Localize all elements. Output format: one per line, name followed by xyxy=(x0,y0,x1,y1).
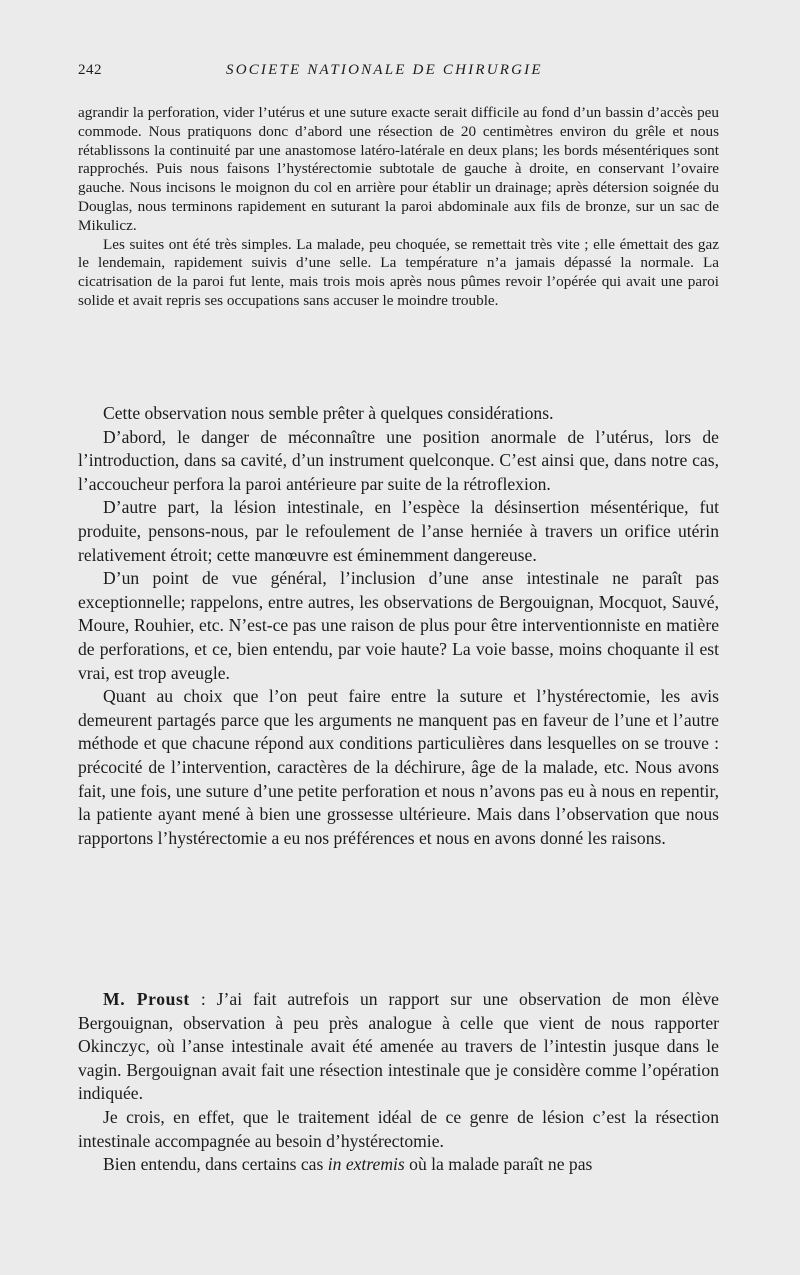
considerations-paragraph-5: Quant au choix que l’on peut faire entre la suture et l’hystérectomie, les avis demeurent partagés parce que les arguments ne manquent pas en faveur de l’une et l’autre méthode et que chacune répond aux conditions particulières dans lesquelles on se trouve : précocité de l’intervention, caractères de la déchirure, âge de la malade, etc. Nous avons fait, une fois, une suture d’une petite perforation et nous n’avons pas eu à nous en repentir, la patiente ayant mené à bien une grossesse ultérieure. Mais dans l’observation que nous rapportons l’hystérectomie a eu nos préférences et nous en avons donné les raisons. xyxy=(78,686,719,848)
considerations-paragraph-3: D’autre part, la lésion intestinale, en l’espèce la désinsertion mésentérique, fut produite, pensons-nous, par le refoulement de l’anse herniée à travers un orifice utérin relativement étroit; cette manœuvre est éminemment dangereuse. xyxy=(78,497,719,565)
running-title: SOCIETE NATIONALE DE CHIRURGIE xyxy=(226,62,543,78)
page-header xyxy=(78,62,719,84)
considerations-paragraph-1: Cette observation nous semble prêter à quelques considérations. xyxy=(103,403,554,423)
observation-paragraph-2: Les suites ont été très simples. La malade, peu choquée, se remettait très vite ; elle émettait des gaz le lendemain, rapidement suivis d’une selle. La température n’a jamais dépassé la normale. La cicatrisation de la paroi fut lente, mais trois mois après nous pûmes revoir l’opérée qui avait une paroi solide et avait repris ses occupations sans accuser le moindre trouble. xyxy=(78,235,719,309)
speaker-name: M. Proust xyxy=(103,989,190,1009)
discussion-section xyxy=(78,988,719,1177)
discussion-paragraph-1 xyxy=(78,988,719,1106)
observation-paragraph-1: agrandir la perforation, vider l’utérus et une suture exacte serait difficile au fond d’un bassin d’accès peu commode. Nous pratiquons donc d’abord une résection de 20 centimètres environ du grêle et nous rétablissons la continuité par une anastomose latéro-latérale en deux plans; les bords mésentériques sont rapprochés. Puis nous faisons l’hystérectomie subtotale de gauche à droite, en conservant l’ovaire gauche. Nous incisons le moignon du col en arrière pour établir un drainage; après détersion soignée du Douglas, nous terminons rapidement en suturant la paroi abdominale aux fils de bronze, sur un sac de Mikulicz. xyxy=(78,104,719,234)
latin-phrase: in extremis xyxy=(327,1154,405,1175)
discussion-paragraph-2: Je crois, en effet, que le traitement idéal de ce genre de lésion c’est la résection intestinale accompagnée au besoin d’hystérectomie. xyxy=(78,1106,719,1151)
page-number: 242 xyxy=(78,62,102,78)
considerations-paragraph-4: D’un point de vue général, l’inclusion d’une anse intestinale ne paraît pas exceptionnelle; rappelons, entre autres, les observations de Bergouignan, Mocquot, Sauvé, Moure, Rouhier, etc. N’est-ce pas une raison de plus pour être interventionniste en matière de perforations, et ce, bien entendu, par voie haute? La voie basse, moins choquante il est vrai, est trop aveugle. xyxy=(78,568,719,683)
discussion-paragraph-3-end: où la malade paraît ne pas xyxy=(404,1154,593,1175)
considerations-paragraph-2: D’abord, le danger de méconnaître une position anormale de l’utérus, lors de l’introduction, dans sa cavité, d’un instrument quelconque. C’est ainsi que, dans notre cas, l’accoucheur perfora la paroi antérieure par suite de la rétroflexion. xyxy=(78,426,719,494)
discussion-paragraph-1-text: : J’ai fait autrefois un rapport sur une observation de mon élève Bergouignan, observation à peu près analogue à celle que vient de nous rapporter Okinczyc, où l’anse intestinale avait été amenée au travers de l’intestin jusque dans le vagin. Bergouignan avait fait une résection intestinale que je considère comme l’opération indiquée. xyxy=(78,989,719,1104)
discussion-paragraph-3 xyxy=(78,1153,719,1177)
discussion-paragraph-3-start: Bien entendu, dans certains cas xyxy=(103,1154,328,1175)
considerations-section xyxy=(78,402,719,850)
observation-small-print xyxy=(78,104,719,311)
